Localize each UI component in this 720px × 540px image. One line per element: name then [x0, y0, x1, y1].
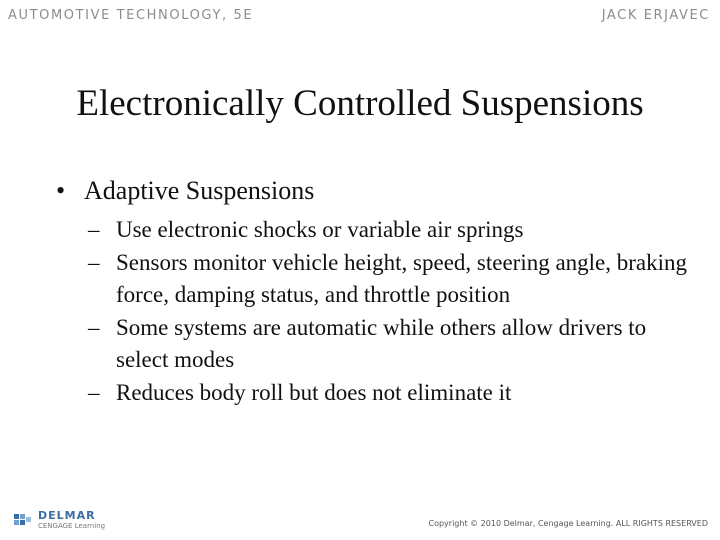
logo-sub-text: CENGAGE Learning	[38, 522, 106, 530]
slide-content	[56, 172, 696, 409]
dash-icon: –	[88, 249, 100, 275]
sub-bullet-item	[88, 247, 696, 312]
sub-bullet-item	[88, 377, 696, 410]
sub-bullet-text: Sensors monitor vehicle height, speed, steering angle, braking force, damping status, and throttle position	[116, 249, 688, 307]
sub-bullet-text: Use electronic shocks or variable air springs	[116, 217, 524, 242]
dash-icon: –	[88, 217, 100, 242]
bullet-text: Adaptive Suspensions	[84, 176, 315, 205]
slide-title: Electronically Controlled Suspensions	[76, 83, 644, 124]
bullet-icon: •	[56, 176, 66, 205]
dash-icon: –	[88, 379, 100, 405]
author-name: JACK ERJAVEC	[601, 8, 710, 23]
publisher-logo	[14, 510, 105, 530]
logo-main-text: DELMAR	[38, 509, 96, 522]
dash-icon: –	[88, 314, 100, 340]
book-title: AUTOMOTIVE TECHNOLOGY, 5E	[8, 8, 254, 23]
sub-bullet-list	[56, 214, 696, 409]
bullet-item	[56, 172, 696, 210]
sub-bullet-item	[88, 312, 696, 377]
sub-bullet-text: Some systems are automatic while others allow drivers to select modes	[116, 314, 647, 372]
logo-text	[38, 510, 105, 530]
copyright-notice: Copyright © 2010 Delmar, Cengage Learning. ALL RIGHTS RESERVED	[428, 519, 708, 528]
sub-bullet-text: Reduces body roll but does not eliminate it	[116, 379, 512, 405]
delmar-logo-icon	[14, 513, 34, 527]
sub-bullet-item	[88, 214, 696, 247]
